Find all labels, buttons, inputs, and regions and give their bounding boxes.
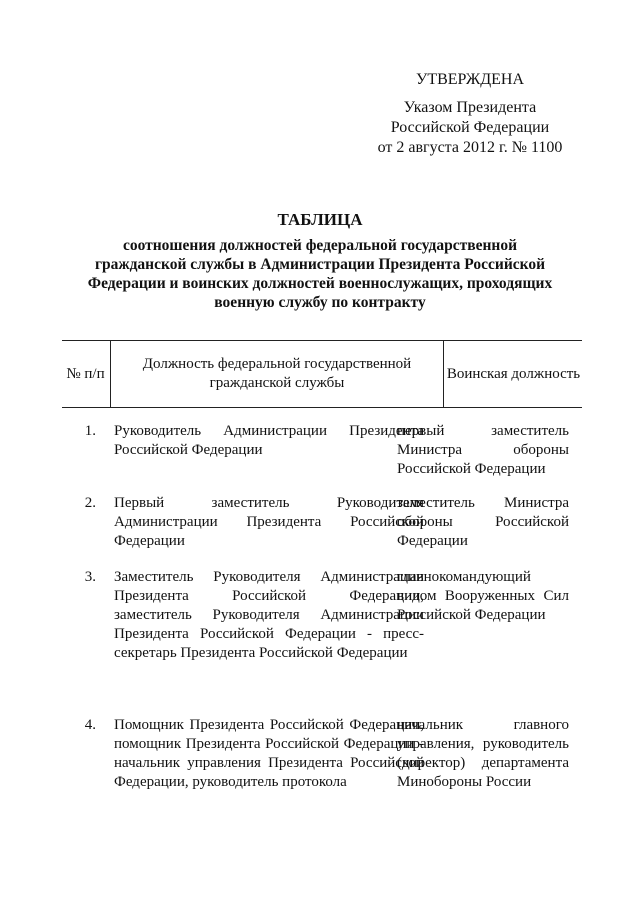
row-number: 4. (84, 717, 96, 733)
approval-line-2: Российской Федерации (390, 119, 550, 136)
row-number: 1. (84, 423, 96, 439)
row-civil-position: Руководитель Администрации Президента Российской Федерации (114, 423, 424, 458)
row-civil-position: Заместитель Руководителя Администрации Президента Российской Федерации, заместитель Руководителя Администрации Президента Российской Федерации - пресс-секретарь Президента Российской Федерации (114, 569, 424, 661)
document-title: ТАБЛИЦА (277, 210, 363, 229)
document-subtitle: соотношения должностей федеральной государственной гражданской службы в Администрации Президента Российской Федерации и воинских должностей военнослужащих, проходящих военную службу по контракту (87, 237, 553, 311)
header-number: № п/п (66, 365, 105, 382)
row-military-position: главнокомандующий видом Вооруженных Сил Российской Федерации (397, 569, 569, 623)
header-military-position: Воинская должность (443, 341, 583, 407)
row-military-position: первый заместитель Министра обороны Российской Федерации (397, 423, 569, 477)
approval-line-3: от 2 августа 2012 г. № 1100 (377, 139, 563, 156)
table-header (62, 340, 582, 408)
row-military-position: начальник главного управления, руководитель (директор) департамента Минобороны России (397, 717, 569, 790)
approval-stamp-heading: УТВЕРЖДЕНА (415, 71, 524, 88)
row-military-position: заместитель Министра обороны Российской Федерации (397, 495, 569, 549)
header-civil-position: Должность федеральной государственной гражданской службы (110, 341, 443, 407)
row-number: 3. (84, 569, 96, 585)
row-civil-position: Помощник Президента Российской Федерации, помощник Президента Российской Федерации - начальник управления Президента Российской Федерации, руководитель протокола (114, 717, 424, 790)
row-number: 2. (84, 495, 96, 511)
approval-line-1: Указом Президента (403, 99, 537, 116)
row-civil-position: Первый заместитель Руководителя Администрации Президента Российской Федерации (114, 495, 424, 549)
